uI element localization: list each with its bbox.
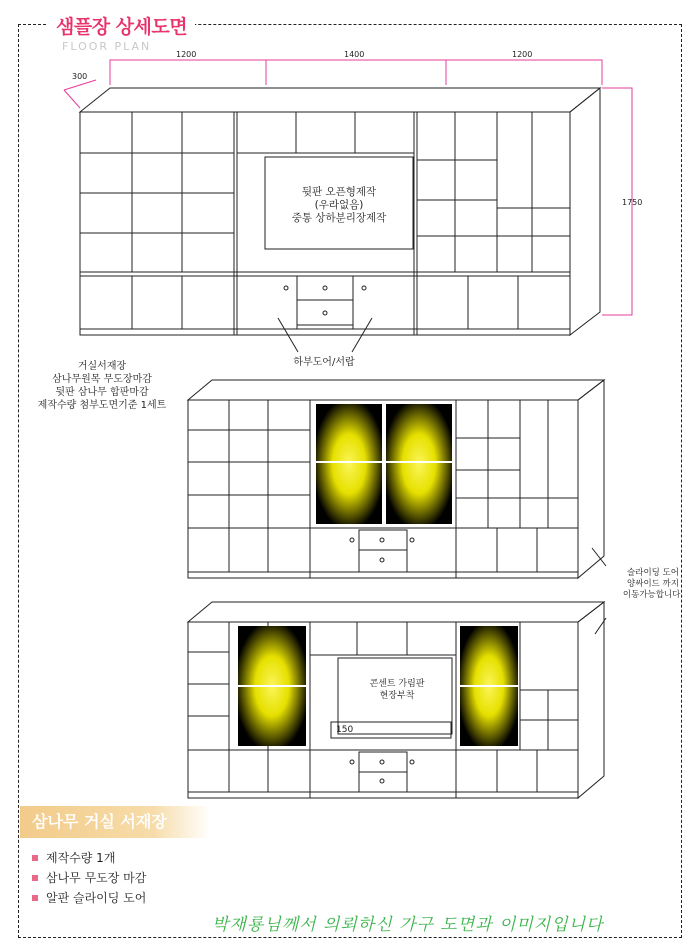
center-label-line2: (우라없음) xyxy=(314,199,364,211)
product-banner: 삼나무 거실 서재장 xyxy=(20,806,210,838)
spec-item: 알판 슬라이딩 도어 xyxy=(32,888,146,908)
note-line: 슬라이딩 도어 xyxy=(627,568,679,578)
center-width-dimension: 1400 xyxy=(344,50,365,59)
page-title: 샘플장 상세도면 xyxy=(48,12,195,39)
footer-caption: 박재룡님께서 의뢰하신 가구 도면과 이미지입니다 xyxy=(206,910,609,935)
spec-list xyxy=(32,848,146,908)
bottom-door-drawer-label: 하부도어/서랍 xyxy=(293,357,355,368)
glass-doors-middle xyxy=(316,404,452,524)
outlet-label-line2: 현장부착 xyxy=(379,691,415,701)
panel-height-value: 150 xyxy=(336,725,354,735)
left-width-dimension: 1200 xyxy=(176,50,197,59)
depth-dimension: 300 xyxy=(72,72,88,81)
outlet-cover-label xyxy=(352,678,442,702)
note-line: 뒷판 삼나무 합판마감 xyxy=(55,387,149,398)
outlet-label-line1: 콘센트 가림판 xyxy=(369,679,425,689)
note-line: 양싸이드 까지 xyxy=(627,579,679,589)
note-line: 삼나무원목 무도장마감 xyxy=(52,374,152,385)
spec-item: 제작수량 1개 xyxy=(32,848,146,868)
height-dimension: 1750 xyxy=(622,198,643,207)
center-label-line3: 중통 상하분리장제작 xyxy=(291,212,387,224)
sliding-door-note xyxy=(608,568,698,601)
spec-item: 삼나무 무도장 마감 xyxy=(32,868,146,888)
page-subtitle: FLOOR PLAN xyxy=(62,40,152,53)
note-line: 제작수량 첨부도면기준 1세트 xyxy=(37,400,167,411)
center-label-line1: 뒷판 오픈형제작 xyxy=(301,186,377,198)
center-open-label xyxy=(266,186,412,225)
right-width-dimension: 1200 xyxy=(512,50,533,59)
note-line: 거실서재장 xyxy=(77,361,127,372)
product-note xyxy=(22,360,182,412)
note-line: 이동가능합니다. xyxy=(622,590,684,600)
